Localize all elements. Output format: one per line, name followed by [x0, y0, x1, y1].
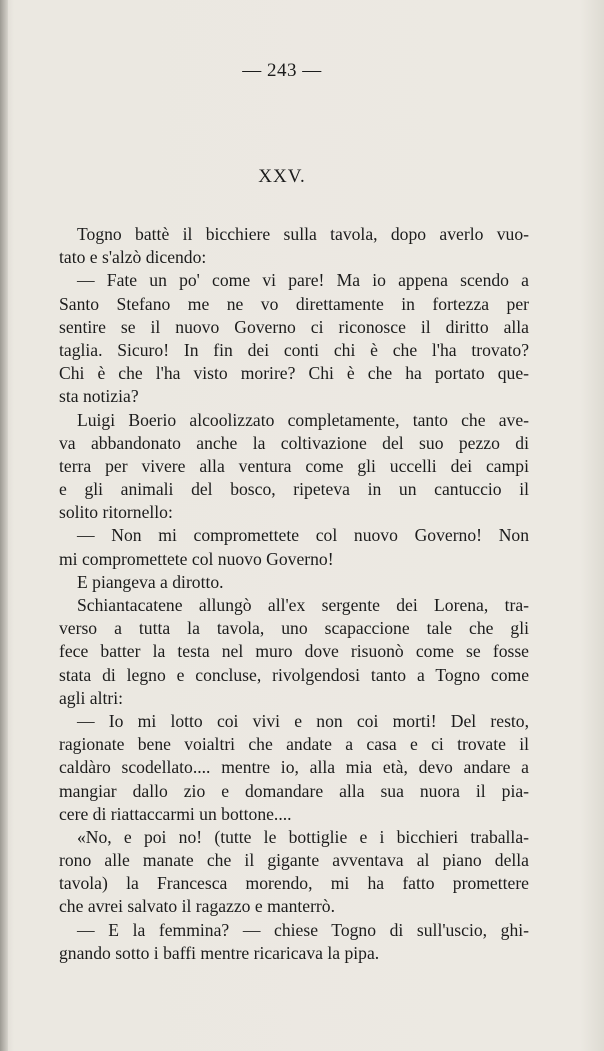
text-line: e gli animali del bosco, ripeteva in un cantuccio il	[59, 479, 529, 500]
text-line: gnando sotto i baffi mentre ricaricava la pipa.	[59, 942, 380, 963]
text-line: — E la femmina? — chiese Togno di sull'uscio, ghi-	[77, 919, 529, 940]
text-line: — Fate un po' come vi pare! Ma io appena scendo a	[77, 270, 529, 291]
text-line: agli altri:	[59, 687, 124, 708]
body-text	[59, 223, 529, 965]
text-line: solito ritornello:	[59, 502, 173, 523]
text-line: sta notizia?	[59, 386, 139, 407]
text-line: Luigi Boerio alcoolizzato completamente, tanto che ave-	[77, 409, 529, 430]
text-line: terra per vivere alla ventura come gli uccelli dei campi	[59, 455, 529, 476]
text-line: Schiantacatene allungò all'ex sergente dei Lorena, tra-	[77, 595, 529, 615]
text-line: mangiar dallo zio e domandare alla sua nuora il pia-	[59, 780, 529, 801]
text-line: Chi è che l'ha visto morire? Chi è che ha portato que-	[59, 363, 529, 384]
text-line: caldàro scodellato.... mentre io, alla mia età, devo andare a	[59, 757, 529, 778]
text-line: «No, e poi no! (tutte le bottiglie e i bicchieri traballa-	[77, 826, 529, 847]
page-number: — 243 —	[242, 60, 322, 81]
text-line: taglia. Sicuro! In fin dei conti chi è che l'ha trovato?	[59, 339, 529, 360]
text-line: fece batter la testa nel muro dove risuonò come se fosse	[59, 641, 529, 662]
text-line: stata di legno e concluse, rivolgendosi tanto a Togno come	[59, 664, 529, 685]
page-gutter	[0, 0, 8, 1051]
text-line: sentire se il nuovo Governo ci riconosce il diritto alla	[59, 316, 529, 337]
text-line: va abbandonato anche la coltivazione del suo pezzo di	[59, 432, 529, 453]
text-line: tato e s'alzò dicendo:	[59, 247, 207, 268]
text-line: cere di riattaccarmi un bottone....	[59, 803, 292, 824]
text-line: che avrei salvato il ragazzo e manterrò.	[59, 896, 335, 917]
text-line: Santo Stefano me ne vo direttamente in fortezza per	[59, 293, 529, 314]
text-line: tavola) la Francesca morendo, mi ha fatto promettere	[59, 873, 529, 894]
chapter-heading: XXV.	[258, 166, 306, 187]
text-line: ragionate bene voialtri che andate a casa e ci trovate il	[59, 734, 529, 755]
text-line: verso a tutta la tavola, uno scapaccione tale che gli	[59, 618, 529, 639]
text-line: mi compromettete col nuovo Governo!	[59, 548, 334, 569]
text-line: — Io mi lotto coi vivi e non coi morti! Del resto,	[77, 710, 529, 731]
text-line: rono alle manate che il gigante avventava al piano della	[59, 850, 529, 871]
text-line: — Non mi compromettete col nuovo Governo! Non	[77, 525, 529, 546]
text-line: Togno battè il bicchiere sulla tavola, dopo averlo vuo-	[77, 224, 529, 244]
text-line: E piangeva a dirotto.	[77, 571, 224, 592]
